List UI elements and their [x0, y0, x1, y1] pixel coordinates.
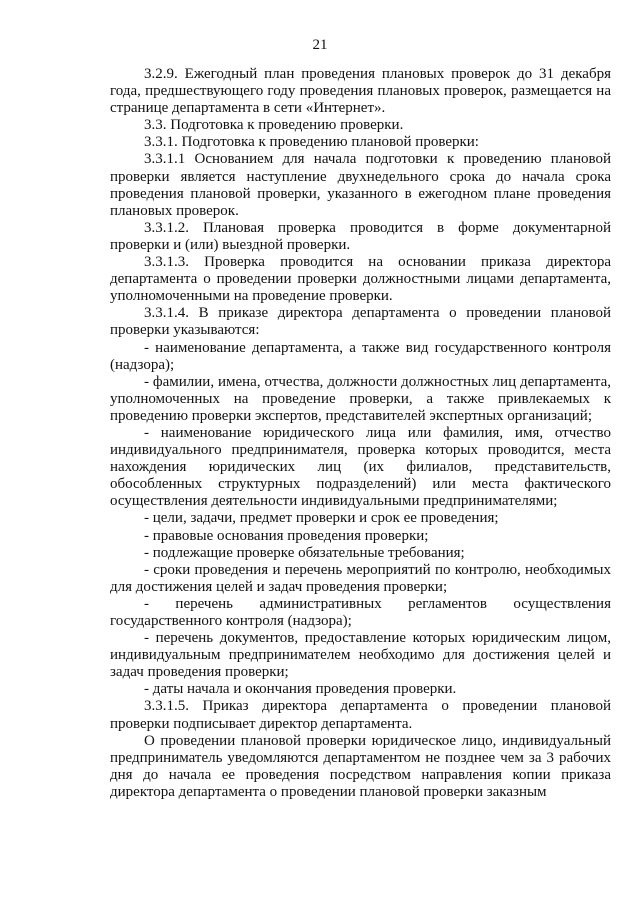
list-item: - наименование юридического лица или фамилия, имя, отчество индивидуального предпринимателя, проверка которых проводится, места нахождения юридических лиц (их филиалов, представительств, обособленных структурных подразделений) или места фактического осуществления деятельности индивидуальными предпринимателями;: [110, 424, 611, 510]
list-item: - подлежащие проверке обязательные требования;: [144, 544, 465, 561]
paragraph: 3.3.1.1 Основанием для начала подготовки к проведению плановой проверки является наступление двухнедельного срока до начала срока проведения плановой проверки, указанного в ежегодном плане проведения плановых проверок.: [110, 151, 611, 219]
paragraph: 3.2.9. Ежегодный план проведения плановых проверок до 31 декабря года, предшествующего году проведения плановых проверок, размещается на странице департамента в сети «Интернет».: [110, 66, 611, 117]
list-item: - перечень административных регламентов осуществления государственного контроля (надзора);: [110, 595, 611, 629]
list-item: - перечень документов, предоставление которых юридическим лицом, индивидуальным предпринимателем необходимо для достижения целей и задач проведения проверки;: [110, 630, 611, 681]
paragraph: 3.3.1.2. Плановая проверка проводится в форме документарной проверки и (или) выездной проверки.: [110, 219, 611, 253]
page-number: 21: [312, 37, 328, 53]
list-item: - даты начала и окончания проведения проверки.: [144, 681, 457, 698]
paragraph: О проведении плановой проверки юридическое лицо, индивидуальный предприниматель уведомляются департаментом не позднее чем за 3 рабочих дня до начала ее проведения посредством направления копии приказа директора департамента о проведении плановой проверки заказным: [110, 732, 611, 800]
paragraph: 3.3.1.5. Приказ директора департамента о проведении плановой проверки подписывает директор департамента.: [110, 698, 611, 732]
list-item: - правовые основания проведения проверки;: [144, 527, 429, 544]
paragraph: 3.3.1.4. В приказе директора департамента о проведении плановой проверки указываются:: [110, 305, 611, 339]
paragraph: 3.3. Подготовка к проведению проверки.: [144, 117, 404, 134]
paragraph: 3.3.1.3. Проверка проводится на основании приказа директора департамента о проведении проверки должностными лицами департамента, уполномоченными на проведение проверки.: [110, 254, 611, 305]
list-item: - наименование департамента, а также вид государственного контроля (надзора);: [110, 339, 611, 373]
document-body: [110, 66, 611, 801]
list-item: - сроки проведения и перечень мероприятий по контролю, необходимых для достижения целей и задач проведения проверки;: [110, 561, 611, 595]
paragraph: 3.3.1. Подготовка к проведению плановой проверки:: [144, 134, 479, 151]
list-item: - цели, задачи, предмет проверки и срок ее проведения;: [144, 510, 499, 527]
list-item: - фамилии, имена, отчества, должности должностных лиц департамента, уполномоченных на проведение проверки, а также привлекаемых к проведению проверки экспертов, представителей экспертных организаций;: [110, 373, 611, 424]
